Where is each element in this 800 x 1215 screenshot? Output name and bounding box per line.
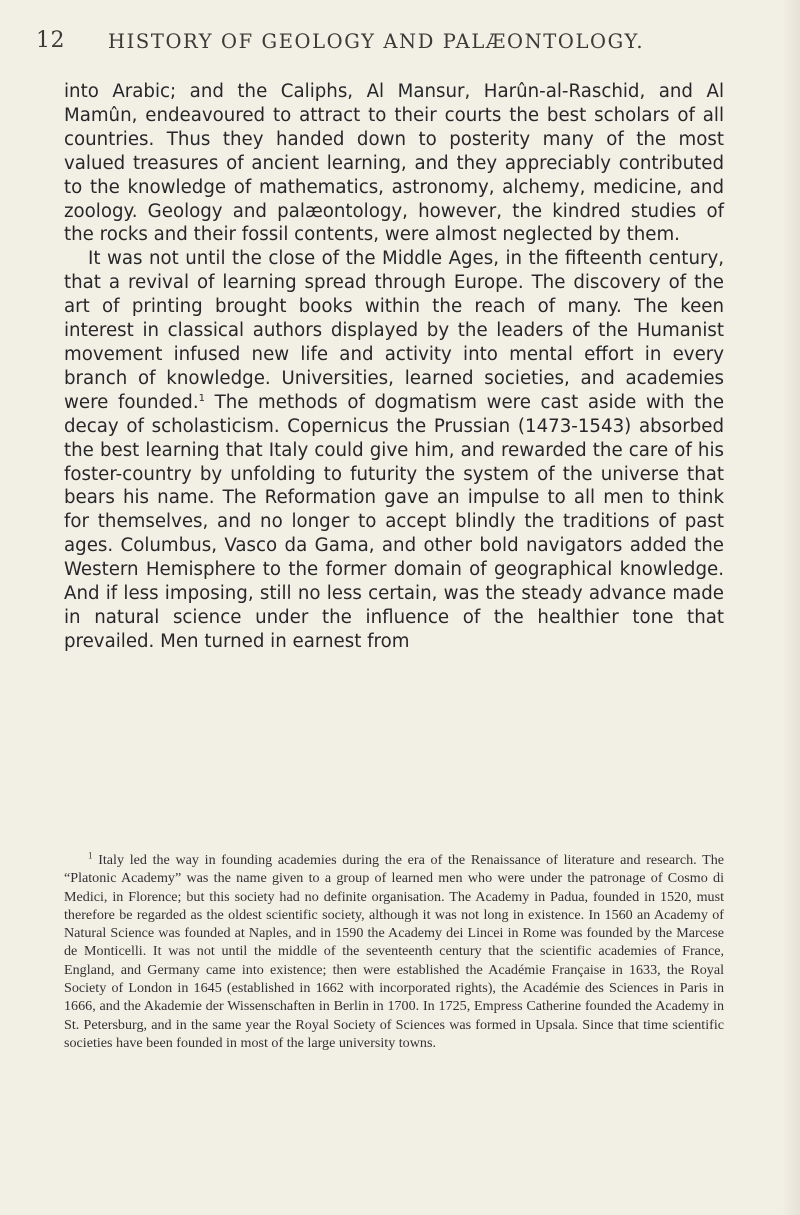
page-header bbox=[36, 28, 756, 60]
footnote-reference: 1 bbox=[198, 392, 205, 404]
page-edge-shadow bbox=[782, 0, 800, 1215]
paragraph-1: into Arabic; and the Caliphs, Al Mansur, Harûn-al-Raschid, and Al Mamûn, endeavoured to attract to their courts the best scholars of all countries. Thus they handed down to posterity many of the most valued treasures of ancient learning, and they appreciably contributed to the knowledge of mathematics, astronomy, alchemy, medicine, and zoology. Geology and palæontology, however, the kindred studies of the rocks and their fossil contents, were almost neglected by them. bbox=[64, 81, 724, 246]
paragraph-2-text-start: It was not until the close of the Middle Ages, in the fifteenth century, that a revival of learning spread through Europe. The discovery of the art of printing brought books within the reach of many. The keen interest in classical authors displayed by the leaders of the Humanist movement infused new life and activity into mental effort in every branch of knowledge. Universities, learned societies, and academies were founded. bbox=[64, 248, 724, 413]
paragraph-2 bbox=[64, 247, 724, 653]
footnotes bbox=[64, 851, 724, 1052]
footnote-marker: 1 bbox=[88, 850, 93, 861]
footnote-text: Italy led the way in founding academies during the era of the Renaissance of literature and research. The “Platonic Academy” was the name given to a group of learned men who were under the patronage of Cosmo di Medici, in Florence; but this society had no definite organisation. The Academy in Padua, founded in 1520, must therefore be regarded as the oldest scientific society, although it was not long in existence. In 1560 an Academy of Natural Science was founded at Naples, and in 1590 the Academy dei Lincei in Rome was founded by the Marcese de Monticelli. It was not until the middle of the seventeenth century that the scientific academies of France, England, and Germany came into existence; then were established the Académie Française in 1633, the Royal Society of London in 1645 (established in 1662 with incorporated rights), the Académie des Sciences in Paris in 1666, and the Akademie der Wissenschaften in Berlin in 1700. In 1725, Empress Catherine founded the Academy in St. Petersburg, and in the same year the Royal Society of Sciences was formed in Upsala. Since that time scientific societies have been founded in most of the large university towns. bbox=[64, 852, 724, 1051]
paragraph-2-text-end: The methods of dogmatism were cast aside with the decay of scholasticism. Copernicus the Prussian (1473-1543) absorbed the best learning that Italy could give him, and rewarded the care of his foster-country by unfolding to futurity the system of the universe that bears his name. The Reformation gave an impulse to all men to think for themselves, and no longer to accept blindly the traditions of past ages. Columbus, Vasco da Gama, and other bold navigators added the Western Hemisphere to the former domain of geographical knowledge. And if less imposing, still no less certain, was the steady advance made in natural science under the influence of the healthier tone that prevailed. Men turned in earnest from bbox=[64, 391, 725, 652]
page-number: 12 bbox=[36, 28, 65, 53]
footnote-1 bbox=[64, 851, 724, 1052]
main-text bbox=[64, 80, 724, 654]
running-head: HISTORY OF GEOLOGY AND PALÆONTOLOGY. bbox=[108, 30, 645, 53]
